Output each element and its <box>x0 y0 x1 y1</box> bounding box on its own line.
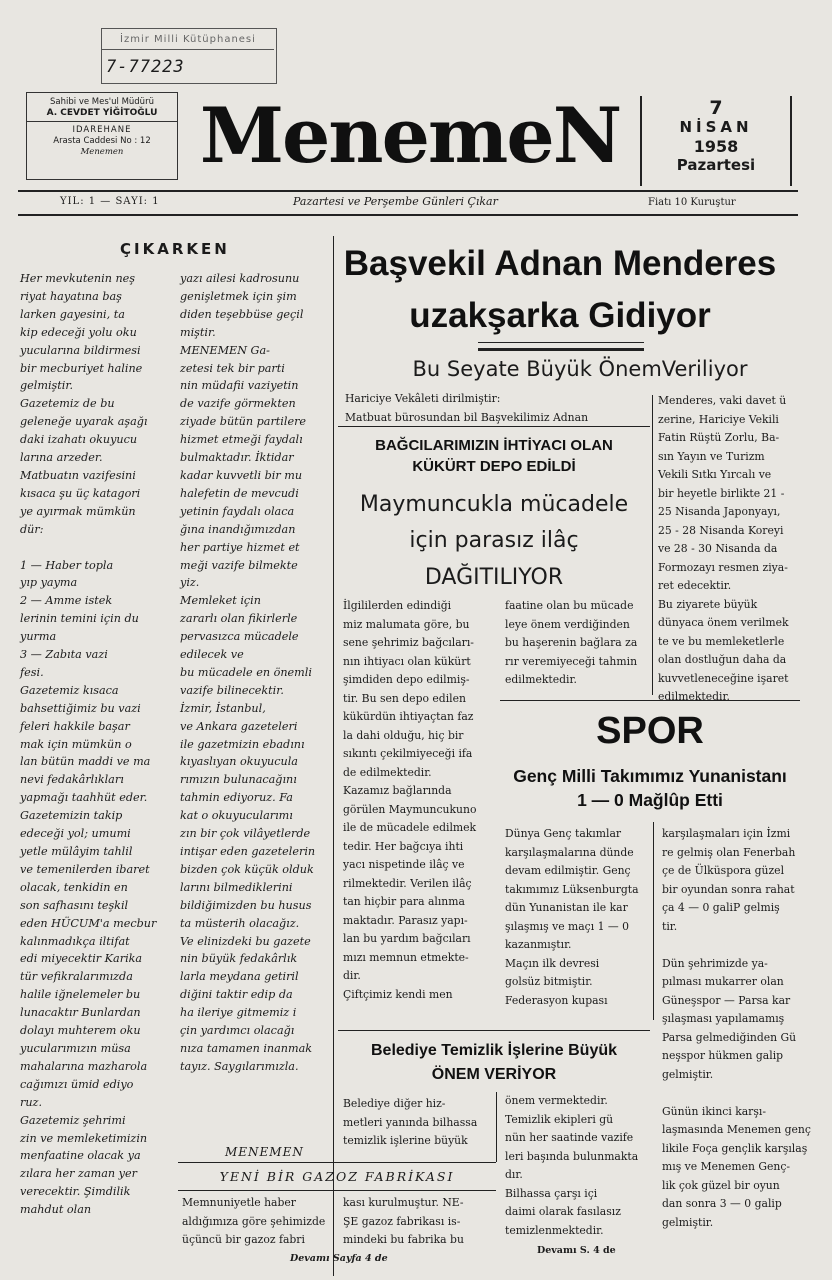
owner-title: Sahibi ve Mes'ul Müdürü <box>50 97 154 107</box>
text-line: Temizlik ekipleri gü <box>505 1112 614 1126</box>
text-line: olacak, tenkidin en <box>20 880 128 894</box>
text-line: kısaca şu üç katagori <box>20 486 141 500</box>
text-line: yurma <box>20 630 57 644</box>
owner-box <box>26 92 178 180</box>
office-address: Arasta Caddesi No : 12 <box>53 136 151 146</box>
masthead-title: MenemeN <box>199 91 621 180</box>
text-line: larına arzeder. <box>20 451 103 465</box>
text-line: üçüncü bir gazoz fabri <box>182 1233 305 1246</box>
text-line: 25 Nisanda Japonyayı, <box>658 505 781 518</box>
office-label: IDAREHANE <box>72 125 132 135</box>
headline-rule-thick <box>478 348 644 351</box>
text-line: son safhasını teşkil <box>20 898 129 912</box>
text-line: bir oyundan sonra rahat <box>662 882 795 896</box>
text-line: tayız. Saygılarımızla. <box>180 1059 299 1073</box>
main-subhead: Bu Seyate Büyük ÖnemVeriliyor <box>412 357 748 381</box>
text-line: intişar eden gazetelerin <box>180 845 316 858</box>
text-line: ve temenilerden ibaret <box>20 862 150 876</box>
column-rule-right <box>652 395 653 695</box>
text-line: mahalarına mazharola <box>20 1059 148 1073</box>
sulfur-head-4: için parasız ilâç <box>409 528 579 553</box>
text-line: lan bütün maddi ve ma <box>20 755 151 769</box>
text-line: ve 28 - 30 Nisanda da <box>658 542 778 555</box>
text-line: sıkıntı çekilmiyeceği ifa <box>343 747 473 760</box>
office-city: Menemen <box>80 147 124 157</box>
text-line: gelmiştir. <box>662 1215 714 1229</box>
sulfur-rule-top <box>338 426 650 427</box>
text-line: Dün şehrimizde ya- <box>662 956 768 970</box>
cleaning-head-1: Belediye Temizlik İşlerine Büyük <box>370 1042 618 1059</box>
text-line <box>662 936 812 955</box>
text-line: daimi olarak fasılasız <box>505 1205 621 1218</box>
text-line: Fatin Rüştü Zorlu, Ba- <box>658 431 780 444</box>
text-line: dün Yunanistan ile kar <box>505 901 628 914</box>
text-line: edi miyecektir Karika <box>20 952 143 966</box>
text-line: halile iğnelemeler bu <box>20 988 141 1002</box>
date-weekday: Pazartesi <box>676 156 756 174</box>
text-line: kuvvetleneceğine işaret <box>658 671 789 685</box>
sulfur-head-3: Maymuncukla mücadele <box>359 492 629 517</box>
text-line: daki izahatı okuyucu <box>20 433 138 447</box>
text-line: ve Ankara gazeteleri <box>180 719 298 733</box>
text-line: zin ve memleketimizin <box>20 1131 148 1145</box>
sulfur-column-2 <box>505 597 650 690</box>
text-line: neşspor hükmen galip <box>662 1049 784 1062</box>
sulfur-head-1: BAĞCILARIMIZIN İHTİYACI OLAN <box>375 437 613 454</box>
text-line: görülen Maymuncukuno <box>343 802 477 816</box>
text-line: yapmağı taahhüt eder. <box>20 791 148 805</box>
text-line: Memleket için <box>180 594 261 608</box>
sulfur-head-2: KÜKÜRT DEPO EDİLDİ <box>412 458 576 475</box>
text-line: edilecek ve <box>180 648 244 662</box>
sports-rule-top <box>500 700 800 701</box>
text-line: Matbuat bürosundan bil Başvekilimiz Adnan <box>345 410 589 424</box>
price: Fiatı 10 Kuruştur <box>648 197 736 208</box>
text-line: bulmaktadır. İktidar <box>180 451 294 465</box>
text-line: MENEMEN Ga- <box>180 343 270 357</box>
text-line: her partiye hizmet et <box>180 540 300 554</box>
text-line: İzmir, İstanbul, <box>180 701 266 715</box>
soda-column-2 <box>343 1194 495 1250</box>
text-line: Çiftçimiz kendi men <box>343 987 453 1001</box>
text-line: dir. <box>343 969 361 982</box>
text-line: ğına inandığımızdan <box>180 522 296 536</box>
text-line: tahmin ediyoruz. Fa <box>180 791 293 805</box>
text-line: feleri hakkile başar <box>20 719 130 733</box>
text-line: miştir. <box>180 325 216 339</box>
text-line: dünyaca önem verilmek <box>658 616 789 629</box>
text-line: eden HÜCUM'a mecbur <box>20 916 157 930</box>
text-line: gelmiştir. <box>662 1067 714 1081</box>
text-line: nin büyük fedakârlık <box>180 952 298 966</box>
text-line: la dahi olduğu, hiç bir <box>343 728 464 742</box>
text-line: kıyaslıyan okuyucula <box>180 755 298 769</box>
text-line: Parsa gelmediğinden Gü <box>662 1030 797 1044</box>
text-line: ŞE gazoz fabrikası is- <box>343 1214 461 1228</box>
text-line: 25 - 28 Nisanda Koreyi <box>658 523 784 537</box>
text-line: mış ve Menemen Genç- <box>662 1160 791 1173</box>
text-line: larını bilmediklerini <box>180 880 293 894</box>
main-headline-line-2: uzakşarka Gidiyor <box>409 296 711 335</box>
text-line: Gazetemizin takip <box>20 809 123 823</box>
text-line: bir heyetle birlikte 21 - <box>658 486 785 500</box>
date-day: 7 <box>709 97 723 119</box>
soda-column-1 <box>182 1194 332 1250</box>
text-line: kazanmıştır. <box>505 938 572 951</box>
text-line: gelmiştir. <box>20 379 74 393</box>
stamp-number: 7-77223 <box>106 57 185 77</box>
text-line: yıp yayma <box>20 576 78 590</box>
text-line: bir mecburiyet haline <box>20 361 143 375</box>
cleaning-rule-top <box>338 1030 650 1031</box>
soda-head: YENİ BİR GAZOZ FABRİKASI <box>219 1169 455 1184</box>
text-line: mızı memnun etmekte- <box>343 950 469 964</box>
text-line: tir. <box>662 919 678 933</box>
sports-head-1: Genç Milli Takımımız Yunanistanı <box>513 766 787 786</box>
text-line: ruz. <box>20 1095 43 1109</box>
owner-name: A. CEVDET YİĞİTOĞLU <box>27 108 177 122</box>
text-line: kip edeceği yolu oku <box>20 325 137 339</box>
text-line: çe de Ülküspora güzel <box>662 864 785 877</box>
sports-column-rule <box>653 822 654 1020</box>
text-line: te ve bu memleketlerle <box>658 634 785 648</box>
text-line: pılması mukarrer olan <box>662 975 784 988</box>
text-line: Formozayı resmen ziya- <box>658 560 788 574</box>
cleaning-column-1 <box>343 1095 495 1151</box>
text-line: yetinin faydalı olaca <box>180 504 295 518</box>
cleaning-head-2: ÖNEM VERİYOR <box>431 1066 557 1083</box>
text-line: nıza tamamen inanmak <box>180 1041 313 1055</box>
text-line: edilmektedir. <box>505 673 577 686</box>
text-line: menfaatine olacak ya <box>20 1149 141 1163</box>
sports-column-1 <box>505 825 653 1010</box>
main-headline-line-1: Başvekil Adnan Menderes <box>343 244 777 283</box>
text-line: miz malumata göre, bu <box>343 617 470 631</box>
text-line: zın bir çok vilâyetlerde <box>180 827 311 841</box>
text-line: bizden çok küçük olduk <box>180 862 314 876</box>
text-line: Dünya Genç takımlar <box>505 827 622 840</box>
issue-number: YIL: 1 — SAYI: 1 <box>60 196 160 207</box>
dateline-bar <box>18 190 798 216</box>
text-line: 3 — Zabıta vazi <box>20 648 108 662</box>
text-line: bildiğimizden bu husus <box>180 898 312 912</box>
text-line: kükürdün ihtiyaçtan faz <box>343 710 474 723</box>
text-line: kadar kuvvetli bir mu <box>180 468 303 482</box>
soda-rule-bottom <box>178 1190 496 1191</box>
text-line: lerinin temini için du <box>20 612 139 626</box>
editorial-column-2 <box>180 270 332 1076</box>
text-line <box>662 1084 812 1103</box>
text-line: nün her saatinde vazife <box>505 1131 634 1144</box>
text-line: önem vermektedir. <box>505 1094 608 1107</box>
column-rule-left <box>333 236 334 1276</box>
text-line: halefetin de mevcudi <box>180 486 299 500</box>
text-line: karşılaşmaları için İzmi <box>662 827 791 840</box>
sulfur-head-5: DAĞITILIYOR <box>424 565 564 590</box>
text-line: ye ayırmak mümkün <box>20 504 136 518</box>
text-line: mindeki bu fabrika bu <box>343 1233 464 1246</box>
main-article-column <box>658 392 828 707</box>
sports-head-2: 1 — 0 Mağlûp Etti <box>577 790 723 810</box>
cleaning-column-2 <box>505 1092 650 1240</box>
text-line: metleri yanında bilhassa <box>343 1115 478 1129</box>
text-line: nın ihtiyacı olan kükürt <box>343 654 471 668</box>
stamp-library-name: İzmir Milli Kütüphanesi <box>102 31 274 50</box>
text-line: lunacaktır Bunlardan <box>20 1006 141 1020</box>
date-month: NİSAN <box>679 118 753 136</box>
text-line: vazife bilinecektir. <box>180 683 284 697</box>
text-line: aldığımıza göre şehimizde <box>182 1214 326 1228</box>
text-line: laşmasında Menemen genç <box>662 1123 811 1136</box>
text-line: Güneşspor — Parsa kar <box>662 993 791 1007</box>
text-line: rımızın bulunacağını <box>180 773 297 787</box>
text-line: verecektir. Şimdilik <box>20 1185 131 1199</box>
soda-rule-top <box>178 1162 496 1163</box>
text-line: Bu ziyarete büyük <box>658 597 758 611</box>
text-line: Gazetemiz şehrimi <box>20 1113 126 1127</box>
text-line: nevi fedakârlıkları <box>20 773 124 787</box>
text-line: zararlı olan fikirlerle <box>180 612 298 626</box>
sports-column-2 <box>662 825 812 1232</box>
text-line: Günün ikinci karşı- <box>662 1104 766 1118</box>
text-line: yiz. <box>180 576 200 590</box>
text-line <box>20 539 170 557</box>
text-line: cağımızı ümid ediyo <box>20 1077 134 1091</box>
text-line: yucularımızın müsa <box>20 1041 131 1055</box>
text-line: şılaşmış ve maçı 1 — 0 <box>505 919 630 933</box>
text-line: riyat hayatına baş <box>20 289 122 303</box>
main-lead <box>345 390 650 427</box>
text-line: kalınmadıkça iltifat <box>20 934 130 948</box>
text-line: kat o okuyucularımı <box>180 809 293 823</box>
text-line: golsüz bitmiştir. <box>505 975 593 988</box>
text-line: yazı ailesi kadrosunu <box>180 272 300 285</box>
text-line: Federasyon kupası <box>505 993 608 1007</box>
text-line: mak için mümkün o <box>20 737 132 751</box>
text-line: Gazetemiz de bu <box>20 397 115 411</box>
text-line: temizlik işlerine büyük <box>343 1134 468 1147</box>
text-line: şimdiden depo edilmiş- <box>343 673 470 686</box>
text-line: kası kurulmuştur. NE- <box>343 1196 464 1209</box>
text-line: zılara her zaman yer <box>20 1167 137 1181</box>
text-line: ta müsterih olacağız. <box>180 916 300 930</box>
text-line: dan sonra 3 — 0 galip <box>662 1197 782 1210</box>
text-line: dür: <box>20 522 44 536</box>
text-line: ha ileriye gitmemiz i <box>180 1006 297 1020</box>
text-line: lan bu yardım bağcıları <box>343 932 471 945</box>
text-line: larla meydana getiril <box>180 970 299 984</box>
text-line: diğini taktir edip da <box>180 988 293 1002</box>
text-line: Her mevkutenin neş <box>20 272 136 285</box>
text-line: takımımız Lüksenburgta <box>505 882 639 896</box>
text-line: Gazetemiz kısaca <box>20 683 119 697</box>
text-line: edeceği yol; umumi <box>20 827 131 841</box>
text-line: meği vazife bilmekte <box>180 558 298 572</box>
text-line: ret edecektir. <box>658 579 732 592</box>
text-line: edilmektedir. <box>658 690 730 703</box>
library-stamp <box>101 28 277 84</box>
soda-continued: Devamı Sayfa 4 de <box>290 1253 388 1264</box>
text-line: re gelmiş olan Fenerbah <box>662 845 796 859</box>
text-line: dolayı muhterem oku <box>20 1024 141 1038</box>
text-line: maktadır. Parasız yapı- <box>343 913 468 927</box>
text-line: geleneğe uyarak aşağı <box>20 415 148 429</box>
text-line: Ve elinizdeki bu gazete <box>180 934 311 948</box>
text-line: sene şehrimiz bağcıları- <box>343 636 474 649</box>
text-line: fesi. <box>20 665 44 679</box>
text-line: Matbuatın vazifesini <box>20 468 136 482</box>
editorial-signature: MENEMEN <box>225 1145 304 1159</box>
text-line: karşılaşmalarına dünde <box>505 845 634 859</box>
text-line: yucularına bildirmesi <box>20 343 141 357</box>
text-line: Vekili Sıtkı Yırcalı ve <box>658 468 772 481</box>
sulfur-column-1 <box>343 597 498 1004</box>
text-line: genişletmek için şim <box>180 289 297 303</box>
text-line: Hariciye Vekâleti dirilmiştir: <box>345 392 501 405</box>
sports-title: SPOR <box>596 710 704 752</box>
cleaning-column-rule <box>496 1092 497 1162</box>
text-line: faatine olan bu mücade <box>505 599 634 612</box>
text-line: dır. <box>505 1168 523 1181</box>
text-line: bu haşerenin bağlara za <box>505 636 638 649</box>
text-line: leri başında bulunmakta <box>505 1149 639 1163</box>
text-line: mahdut olan <box>20 1203 92 1217</box>
text-line: İlgililerden edindiği <box>343 599 452 612</box>
text-line: rilmektedir. Verilen ilâç <box>343 876 472 890</box>
text-line: ziyade bütün partilere <box>180 415 307 429</box>
text-line: leye önem verdiğinden <box>505 617 630 631</box>
text-line: Memnuniyetle haber <box>182 1196 296 1209</box>
text-line: likile Foça gençlik karşılaş <box>662 1141 808 1155</box>
text-line: 1 — Haber topla <box>20 558 114 572</box>
text-line: tür vefikralarımızda <box>20 970 133 984</box>
text-line: yetle mülâyim tahlil <box>20 845 133 858</box>
text-line: yacı nispetinde ilâç ve <box>343 858 465 871</box>
text-line: olan dostluğun daha da <box>658 653 787 666</box>
text-line: de vazife görmekten <box>180 397 296 411</box>
headline-rule <box>478 342 644 343</box>
text-line: pervasızca mücadele <box>180 630 299 644</box>
sports-continued: Devamı S. 4 de <box>537 1245 616 1256</box>
text-line: Belediye diğer hiz- <box>343 1097 446 1110</box>
text-line: ile de mücadele edilmek <box>343 821 477 834</box>
text-line: Kazamız bağlarında <box>343 784 452 797</box>
text-line: sın Yayın ve Turizm <box>658 449 765 463</box>
text-line: temizlenmektedir. <box>505 1223 604 1237</box>
text-line: larken gayesini, ta <box>20 307 125 321</box>
text-line: devam edilmiştir. Genç <box>505 864 631 877</box>
text-line: bu mücadele en önemli <box>180 665 312 679</box>
text-line: Menderes, vaki davet ü <box>658 394 787 407</box>
editorial-title: ÇIKARKEN <box>120 240 230 258</box>
text-line: bahsettiğimiz bu vazi <box>20 701 141 715</box>
text-line: rır veremiyeceği tahmin <box>505 654 638 668</box>
text-line: tir. Bu sen depo edilen <box>343 691 466 705</box>
text-line: şılaşması yapılamamış <box>662 1012 785 1025</box>
date-box <box>640 96 792 186</box>
date-year: 1958 <box>693 137 739 156</box>
text-line: lik çok güzel bir oyun <box>662 1178 780 1192</box>
text-line: hizmet etmeği faydalı <box>180 433 303 447</box>
publication-schedule: Pazartesi ve Perşembe Günleri Çıkar <box>293 195 498 208</box>
text-line: zerine, Hariciye Vekili <box>658 412 779 426</box>
text-line: 2 — Amme istek <box>20 594 113 608</box>
text-line: de edilmektedir. <box>343 765 432 779</box>
text-line: ça 4 — 0 galiP gelmiş <box>662 901 780 914</box>
text-line: zetesi tek bir parti <box>180 361 285 375</box>
text-line: çin yardımcı olacağı <box>180 1024 295 1038</box>
text-line: nin müdafii vaziyetin <box>180 379 299 393</box>
text-line: tedir. Her bağcıya ihti <box>343 839 464 853</box>
text-line: Bilhassa çarşı içi <box>505 1186 598 1200</box>
text-line: tan hiçbir para alınma <box>343 895 465 908</box>
text-line: ile gazetmizin ebadını <box>180 737 305 751</box>
text-line: diden teşebbüse geçil <box>180 307 304 321</box>
text-line: Maçın ilk devresi <box>505 956 600 970</box>
editorial-column-1 <box>20 270 170 1219</box>
